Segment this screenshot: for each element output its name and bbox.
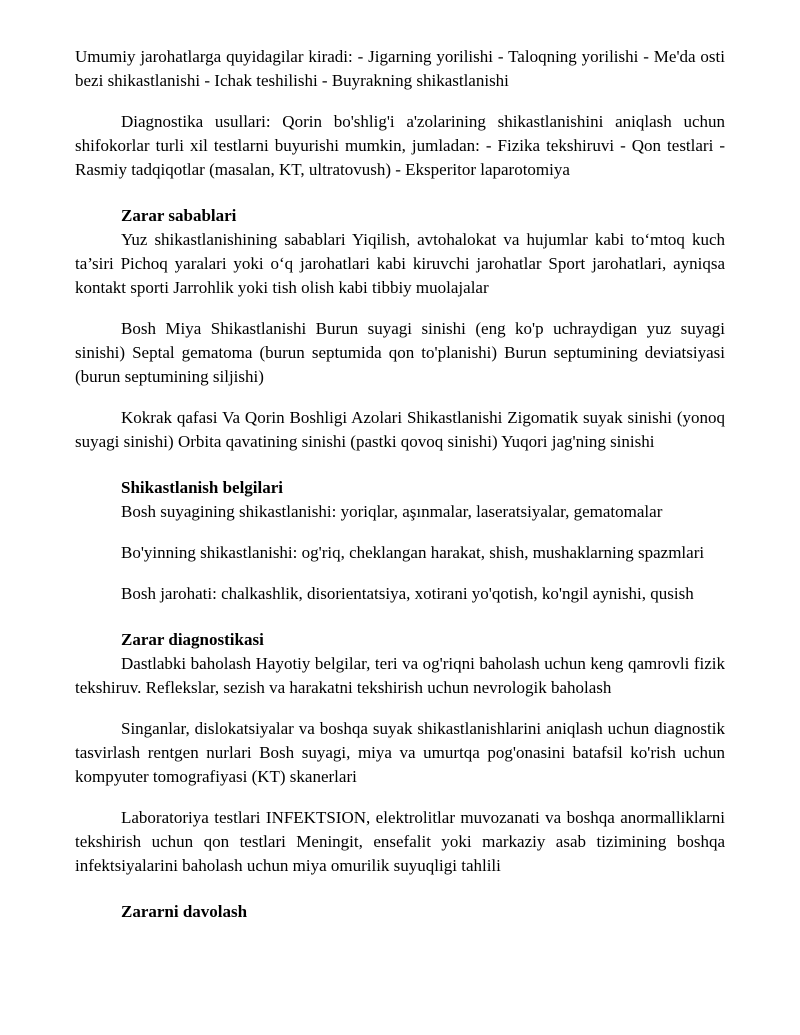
section-paragraph: Singanlar, dislokatsiyalar va boshqa suyak shikastlanishlarini aniqlash uchun diagnostik tasvirlash rentgen nurlari Bosh suyagi, miya va umurtqa pog'onasini batafsil ko'rish uchun kompyuter tomografiyasi (KT) skanerlari [75, 719, 725, 786]
section-paragraph: Kokrak qafasi Va Qorin Boshligi Azolari Shikastlanishi Zigomatik suyak sinishi (yonoq suyagi sinishi) Orbita qavatining sinishi (pastki qovoq sinishi) Yuqori jag'ning sinishi [75, 408, 725, 451]
section-paragraph: Bosh Miya Shikastlanishi Burun suyagi sinishi (eng ko'p uchraydigan yuz suyagi sinishi) Septal gematoma (burun septumida qon to'planishi) Burun septumining deviatsiyasi (burun septumining siljishi) [75, 319, 725, 386]
section-paragraph: Bo'yinning shikastlanishi: og'riq, cheklangan harakat, shish, mushaklarning spazmlari [121, 543, 705, 562]
section-paragraph: Bosh suyagining shikastlanishi: yoriqlar, aşınmalar, laseratsiyalar, gematomalar [121, 502, 663, 521]
intro-paragraph-2: Diagnostika usullari: Qorin bo'shlig'i a'zolarining shikastlanishini aniqlash uchun shifokorlar turli xil testlarni buyurishi mumkin, jumladan: - Fizika tekshiruvi - Qon testlari - Rasmiy tadqiqotlar (masalan, KT, ultratovush) - Eksperitor laparotomiya [75, 112, 725, 179]
intro-paragraph-1: Umumiy jarohatlarga quyidagilar kiradi: - Jigarning yorilishi - Taloqning yorilishi - Me'da osti bezi shikastlanishi - Ichak teshilishi - Buyrakning shikastlanishi [75, 47, 725, 90]
section-zararni-davolash [75, 895, 725, 924]
section-paragraph: Yuz shikastlanishining sabablari Yiqilish, avtohalokat va hujumlar kabi to‘mtoq kuch ta’siri Pichoq yaralari yoki o‘q jarohatlari kabi kiruvchi jarohatlar Sport jarohatlari, ayniqsa kontakt sporti Jarrohlik yoki tish olish kabi tibbiy muolajalar [75, 230, 725, 297]
section-heading: Zararni davolash [121, 902, 248, 921]
section-heading: Zarar sabablari [121, 206, 237, 225]
section-zarar-diagnostikasi [75, 623, 725, 878]
section-heading: Shikastlanish belgilari [121, 478, 284, 497]
section-paragraph: Laboratoriya testlari INFEKTSION, elektrolitlar muvozanati va boshqa anormalliklarni tekshirish uchun qon testlari Meningit, ensefalit yoki markaziy asab tizimining boshqa infektsiyalarini baholash uchun miya omurilik suyuqligi tahlili [75, 808, 725, 875]
section-paragraph: Dastlabki baholash Hayotiy belgilar, teri va og'riqni baholash uchun keng qamrovli fizik tekshiruv. Reflekslar, sezish va harakatni tekshirish uchun nevrologik baholash [75, 654, 725, 697]
section-heading: Zarar diagnostikasi [121, 630, 264, 649]
section-zarar-sabablari [75, 199, 725, 454]
section-shikastlanish-belgilari [75, 471, 725, 606]
document-page [75, 45, 725, 924]
section-paragraph: Bosh jarohati: chalkashlik, disorientatsiya, xotirani yo'qotish, ko'ngil aynishi, qusish [121, 584, 694, 603]
